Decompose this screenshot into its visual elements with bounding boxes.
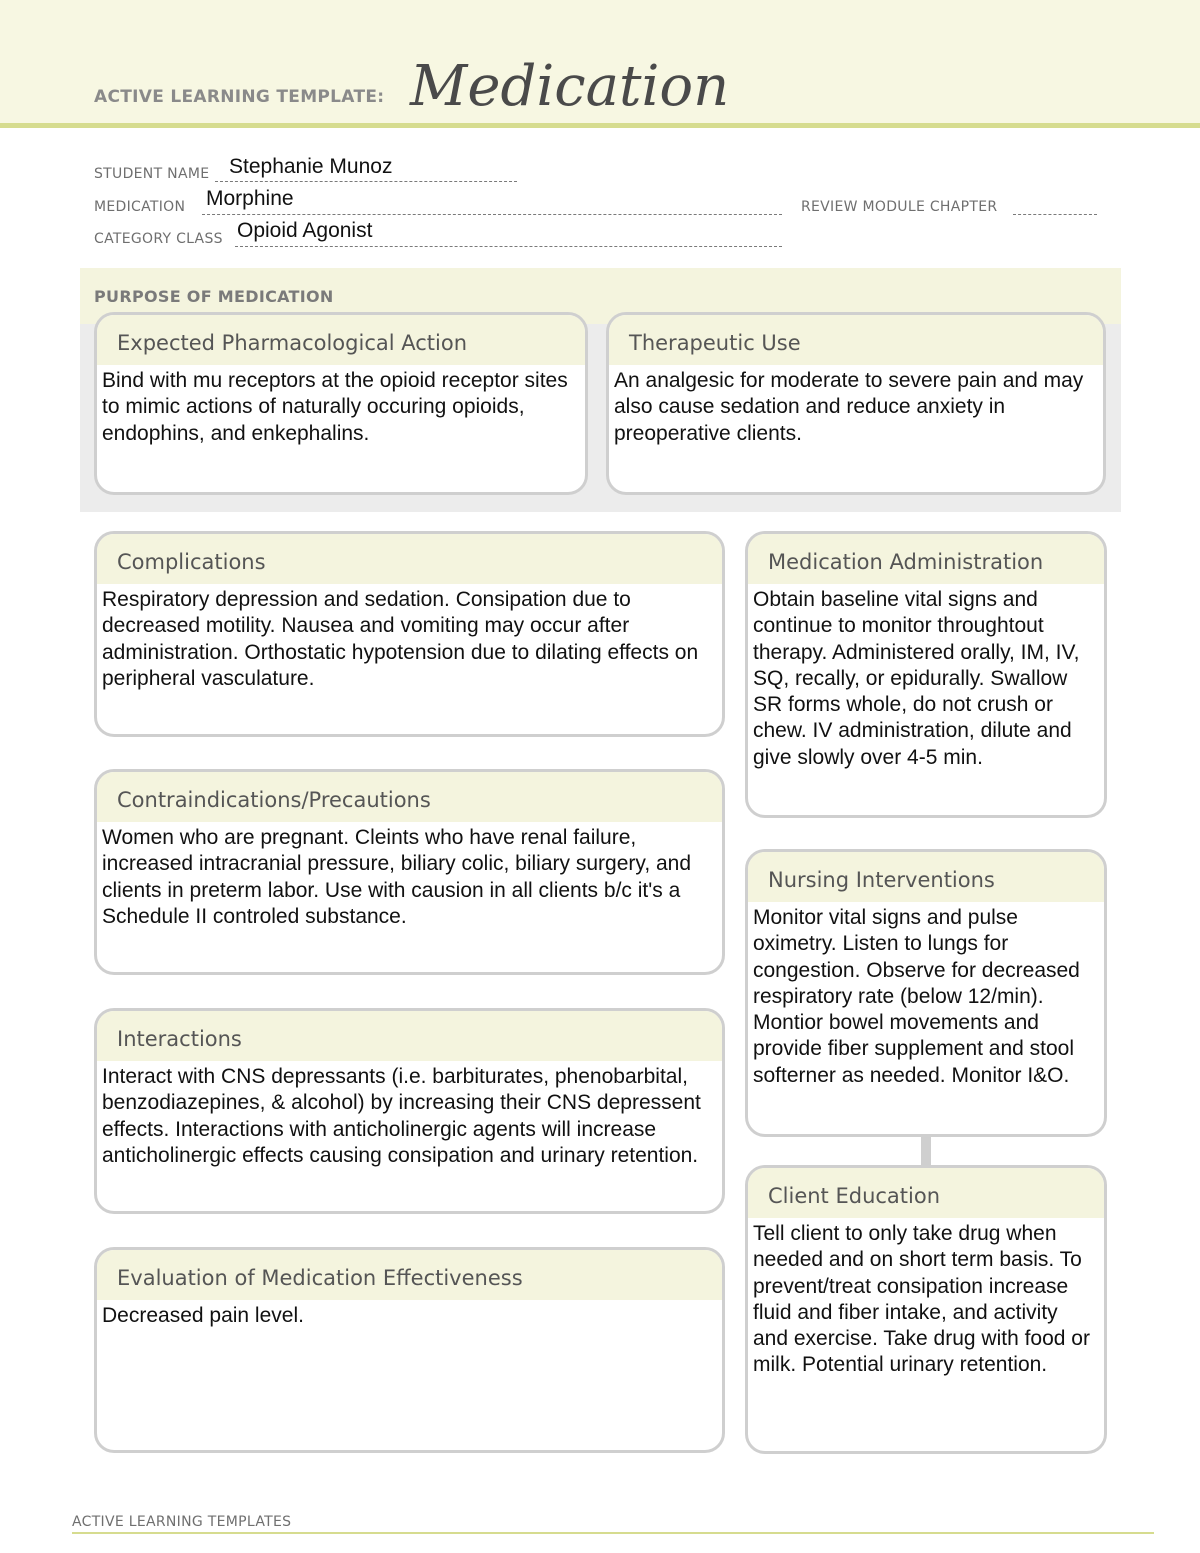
nursing-body[interactable]: Monitor vital signs and pulse oximetry. Listen to lungs for congestion. Observe for decreased respiratory rate (below 12/min). Montior bowel movements and provide fiber supplement and stool softerner as needed. Monitor I&O. [753,906,1080,1087]
complications-title: Complications [97,534,722,584]
page-title: Medication [410,54,730,119]
interactions-body[interactable]: Interact with CNS depressants (i.e. barbiturates, phenobarbital, benzodiazepines, & alcohol) by increasing their CNS depressent effects. Interactions with anticholinergic agents will increase anticholinergic effects causing consipation and urinary retention. [102,1065,701,1167]
interactions-card [94,1008,725,1214]
student-name-line [215,181,517,182]
contraindications-title: Contraindications/Precautions [97,772,722,822]
purpose-label: PURPOSE OF MEDICATION [94,287,334,306]
therapeutic-use-body[interactable]: An analgesic for moderate to severe pain and may also cause sedation and reduce anxiety in preoperative clients. [614,369,1084,445]
education-card [745,1165,1107,1454]
expected-action-body[interactable]: Bind with mu receptors at the opioid receptor sites to mimic actions of naturally occuring opioids, endophins, and enkephalins. [102,369,568,445]
nursing-card [745,849,1107,1137]
administration-body[interactable]: Obtain baseline vital signs and continue to monitor throughtout therapy. Administered orally, IM, IV, SQ, recally, or epidurally. Swallow SR forms whole, do not crush or chew. IV administration, dilute and give slowly over 4-5 min. [753,588,1080,769]
expected-action-title: Expected Pharmacological Action [97,315,585,365]
category-class-field[interactable]: Opioid Agonist [237,219,373,242]
medication-line [202,214,782,215]
interactions-title: Interactions [97,1011,722,1061]
evaluation-card [94,1247,725,1453]
administration-title: Medication Administration [748,534,1104,584]
education-title: Client Education [748,1168,1104,1218]
footer-divider [72,1532,1154,1534]
medication-field[interactable]: Morphine [206,187,294,210]
administration-card [745,531,1107,818]
review-module-label: REVIEW MODULE CHAPTER [801,199,998,215]
therapeutic-use-card [606,312,1106,495]
footer-label: ACTIVE LEARNING TEMPLATES [72,1514,292,1530]
complications-card [94,531,725,737]
category-class-line [235,246,782,247]
category-class-label: CATEGORY CLASS [94,231,223,247]
education-body[interactable]: Tell client to only take drug when needed and on short term basis. To prevent/treat consipation increase fluid and fiber intake, and activity and exercise. Take drug with food or milk. Potential urinary retention. [753,1222,1090,1377]
student-name-field[interactable]: Stephanie Munoz [229,155,393,178]
complications-body[interactable]: Respiratory depression and sedation. Consipation due to decreased motility. Nausea and vomiting may occur after administration. Orthostatic hypotension due to dilating effects on peripheral vasculature. [102,588,699,690]
therapeutic-use-title: Therapeutic Use [609,315,1103,365]
card-connector [921,1134,931,1167]
nursing-title: Nursing Interventions [748,852,1104,902]
template-label: ACTIVE LEARNING TEMPLATE: [94,87,385,107]
contraindications-body[interactable]: Women who are pregnant. Cleints who have renal failure, increased intracranial pressure, biliary colic, biliary surgery, and clients in preterm labor. Use with causion in all clients b/c it's a Schedule II controled substance. [102,826,692,928]
header-divider [0,123,1200,128]
medication-label: MEDICATION [94,199,186,215]
evaluation-title: Evaluation of Medication Effectiveness [97,1250,722,1300]
expected-action-card [94,312,588,495]
contraindications-card [94,769,725,975]
student-name-label: STUDENT NAME [94,166,210,182]
review-module-line [1013,214,1097,215]
evaluation-body[interactable]: Decreased pain level. [102,1304,304,1327]
